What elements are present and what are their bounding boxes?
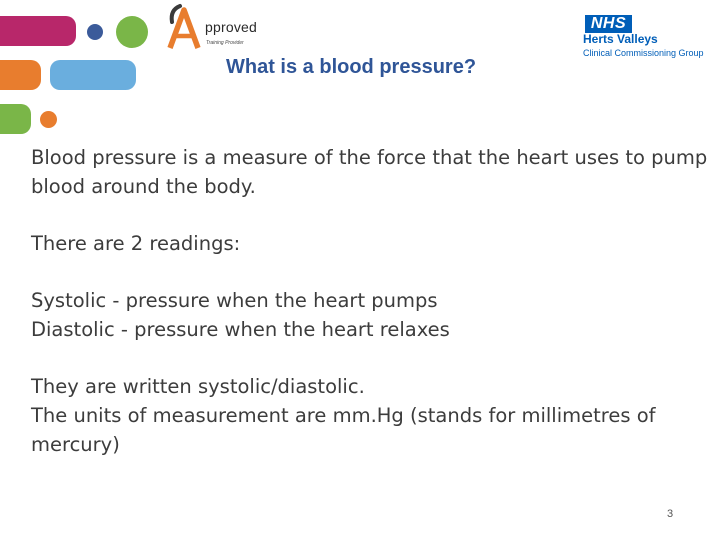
nhs-org-name-line1: Herts Valleys (583, 32, 658, 46)
decor-green-bar (0, 104, 31, 134)
body-line: There are 2 readings: (31, 232, 241, 255)
page-number: 3 (666, 508, 674, 520)
decor-orange-bar (0, 60, 41, 90)
approved-logo (166, 2, 266, 52)
nhs-badge: NHS (585, 15, 632, 33)
approved-logo-tagline: Training Provider (206, 40, 244, 46)
slide-title: What is a blood pressure? (226, 56, 477, 78)
paragraph-readings-list (31, 286, 711, 344)
approved-a-icon (166, 2, 210, 52)
nhs-logo (583, 15, 713, 65)
paragraph-definition (31, 143, 711, 201)
body-line: mercury) (31, 433, 120, 456)
decor-green-dot (116, 16, 148, 48)
body-line: The units of measurement are mm.Hg (stands for millimetres of (31, 404, 656, 427)
paragraph-units (31, 372, 711, 459)
body-line: Blood pressure is a measure of the force that the heart uses to pump (31, 146, 708, 169)
slide-body (31, 143, 711, 487)
paragraph-readings-intro (31, 229, 711, 258)
body-line-diastolic: Diastolic - pressure when the heart relaxes (31, 318, 450, 341)
body-line-systolic: Systolic - pressure when the heart pumps (31, 289, 438, 312)
decor-magenta-bar (0, 16, 76, 46)
nhs-org-name-line2: Clinical Commissioning Group (583, 48, 704, 58)
decor-navy-dot (87, 24, 103, 40)
decor-orange-dot (40, 111, 57, 128)
body-line: blood around the body. (31, 175, 256, 198)
approved-logo-word: pproved (205, 19, 257, 35)
body-line: They are written systolic/diastolic. (31, 375, 365, 398)
decor-lightblue-bar (50, 60, 136, 90)
